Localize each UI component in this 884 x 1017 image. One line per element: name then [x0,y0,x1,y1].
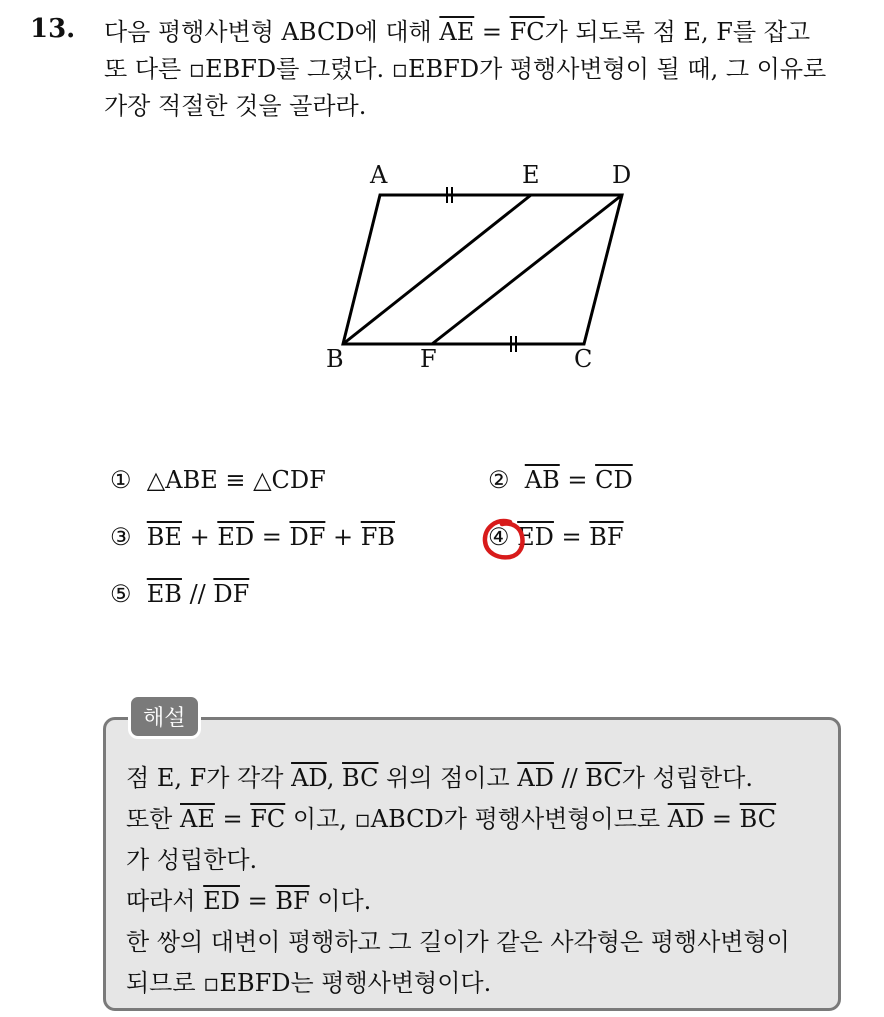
segment-fc: $\overline{FC}$ [509,18,545,46]
solution-line-1 [126,758,836,799]
plus: + [325,523,361,551]
segment-ad: $\overline{AD}$ [667,805,705,833]
label-b: B [326,345,344,373]
text: 점 E, F가 각각 [126,764,292,792]
label-c: C [574,345,593,373]
solution-line-3: 가 성립한다. [126,846,258,874]
segment-df [432,195,622,344]
segment-ed: $\overline{ED}$ [203,887,240,915]
problem-statement [104,14,864,125]
segment-bf: $\overline{BF}$ [275,887,310,915]
parallelogram-figure [310,155,670,385]
text: 이다. [309,887,372,915]
label-a: A [370,161,388,189]
answer-circle-mark [480,516,526,562]
equals: = [704,805,740,833]
choice-number: ⑤ [110,580,132,608]
solution-tag: 해설 [128,694,201,739]
equals: = [559,466,596,494]
text: 가 되도록 점 E, F를 잡고 [544,18,811,46]
problem-line-3: 가장 적절한 것을 골라라. [104,92,367,120]
plus: + [181,523,218,551]
choice-text: △ABE ≡ △CDF [146,466,326,494]
segment-ed: $\overline{ED}$ [217,523,255,551]
segment-bc: $\overline{BC}$ [342,764,379,792]
solution-line-4 [126,881,836,922]
text: 다음 평행사변형 ABCD에 대해 [104,18,440,46]
equals: = [474,18,510,46]
equals: = [254,523,290,551]
text: 위의 점이고 [378,764,518,792]
parallelogram-diagram [310,155,670,385]
segment-df: $\overline{DF}$ [213,580,250,608]
text: 또한 [126,805,180,833]
problem-line-2: 또 다른 ▫EBFD를 그렸다. ▫EBFD가 평행사변형이 될 때, 그 이유로 [104,55,827,83]
equals: = [239,887,276,915]
choice-number: ① [110,466,132,494]
segment-ed: $\overline{ED}$ [517,523,554,551]
solution-text [126,758,836,1004]
choice-number: ② [488,466,510,494]
solution-line-2 [126,799,836,840]
segment-ad: $\overline{AD}$ [517,764,554,792]
comma: , [326,764,343,792]
segment-bc: $\overline{BC}$ [585,764,622,792]
label-d: D [612,161,632,189]
choice-5[interactable] [110,580,249,608]
problem-number: 13. [30,14,76,44]
segment-ae: $\overline{AE}$ [180,805,215,833]
solution-line-6: 되므로 ▫EBFD는 평행사변형이다. [126,969,492,997]
choice-1[interactable] [110,466,326,494]
segment-ab: $\overline{AB}$ [524,466,560,494]
problem-line-1 [104,14,864,51]
choice-number: ③ [110,523,132,551]
solution-line-5: 한 쌍의 대변이 평행하고 그 길이가 같은 사각형은 평행사변형이 [126,928,790,956]
segment-ad: $\overline{AD}$ [291,764,327,792]
segment-eb [343,195,531,344]
segment-df: $\overline{DF}$ [289,523,326,551]
segment-be: $\overline{BE}$ [146,523,182,551]
equals: = [553,523,590,551]
text: 가 성립한다. [621,764,753,792]
segment-eb: $\overline{EB}$ [146,580,182,608]
segment-fb: $\overline{FB}$ [360,523,396,551]
text: 이고, ▫ABCD가 평행사변형이므로 [285,805,668,833]
parallel-symbol: // [553,764,586,792]
choice-2[interactable] [488,466,633,494]
segment-ae: $\overline{AE}$ [439,18,475,46]
choice-3[interactable] [110,523,395,551]
text: 따라서 [126,887,204,915]
segment-fc: $\overline{FC}$ [250,805,286,833]
parallel-symbol: // [181,580,214,608]
label-f: F [420,345,437,373]
segment-bc: $\overline{BC}$ [739,805,777,833]
choice-number: ④ [488,523,510,551]
segment-bf: $\overline{BF}$ [589,523,624,551]
equals: = [214,805,251,833]
answer-choices [110,466,810,616]
segment-cd: $\overline{CD}$ [595,466,633,494]
label-e: E [522,161,540,189]
parallelogram-abcd [343,195,622,344]
